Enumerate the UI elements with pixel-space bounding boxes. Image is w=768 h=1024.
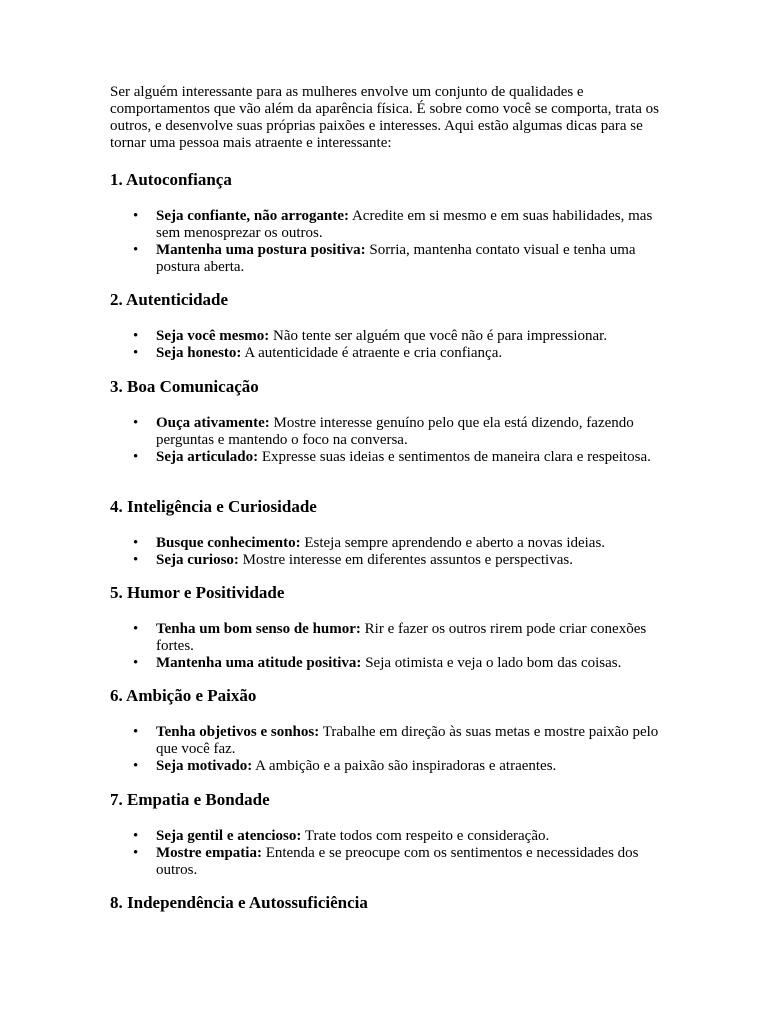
bullet-icon: •	[133, 621, 139, 637]
bullet-icon: •	[133, 208, 139, 224]
item-text: Trabalhe em direção às suas metas e mostre paixão pelo que você faz.	[156, 724, 659, 757]
list-item	[110, 724, 666, 758]
section-heading: 4. Inteligência e Curiosidade	[110, 497, 317, 516]
section-ambicao-paixao	[110, 686, 690, 775]
list-item	[110, 552, 666, 569]
bullet-icon: •	[133, 552, 139, 568]
item-term: Seja motivado:	[156, 758, 253, 774]
bullet-icon: •	[133, 828, 139, 844]
item-text: Sorria, mantenha contato visual e tenha uma postura aberta.	[156, 242, 636, 275]
list-item	[110, 758, 666, 775]
list-item	[110, 242, 666, 276]
section-heading: 3. Boa Comunicação	[110, 377, 259, 396]
item-term: Seja você mesmo:	[156, 328, 270, 344]
section-autoconfianca	[110, 170, 690, 276]
item-term: Ouça ativamente:	[156, 415, 270, 431]
item-text: Acredite em si mesmo e em suas habilidades, mas sem menosprezar os outros.	[156, 208, 653, 241]
list-item	[110, 415, 666, 449]
item-text: A ambição e a paixão são inspiradoras e atraentes.	[252, 758, 557, 774]
bullet-list	[110, 724, 690, 775]
list-item	[110, 328, 666, 345]
item-text: Não tente ser alguém que você não é para impressionar.	[269, 328, 608, 344]
item-term: Seja articulado:	[156, 449, 259, 465]
item-term: Mantenha uma postura positiva:	[156, 242, 366, 258]
item-text: Seja otimista e veja o lado bom das coisas.	[361, 655, 622, 671]
bullet-icon: •	[133, 449, 139, 465]
item-text: Mostre interesse genuíno pelo que ela está dizendo, fazendo perguntas e mantendo o foco na conversa.	[156, 415, 634, 448]
bullet-icon: •	[133, 845, 139, 861]
bullet-icon: •	[133, 415, 139, 431]
item-term: Mantenha uma atitude positiva:	[156, 655, 362, 671]
section-heading: 6. Ambição e Paixão	[110, 686, 257, 705]
bullet-list	[110, 535, 690, 569]
item-text: Rir e fazer os outros rirem pode criar conexões fortes.	[156, 621, 647, 654]
bullet-list	[110, 208, 690, 276]
bullet-icon: •	[133, 655, 139, 671]
item-term: Tenha objetivos e sonhos:	[156, 724, 320, 740]
section-inteligencia-curiosidade	[110, 497, 690, 569]
section-independencia	[110, 893, 690, 913]
item-text: Expresse suas ideias e sentimentos de maneira clara e respeitosa.	[258, 449, 651, 465]
section-heading: 1. Autoconfiança	[110, 170, 232, 189]
section-heading: 8. Independência e Autossuficiência	[110, 893, 368, 912]
list-item	[110, 208, 666, 242]
bullet-icon: •	[133, 242, 139, 258]
bullet-list	[110, 828, 690, 879]
item-term: Busque conhecimento:	[156, 535, 301, 551]
bullet-icon: •	[133, 758, 139, 774]
item-term: Seja confiante, não arrogante:	[156, 208, 350, 224]
bullet-icon: •	[133, 345, 139, 361]
list-item	[110, 535, 666, 552]
item-text: A autenticidade é atraente e cria confiança.	[241, 345, 503, 361]
item-text: Trate todos com respeito e consideração.	[301, 828, 550, 844]
list-item	[110, 449, 666, 466]
bullet-list	[110, 415, 690, 466]
intro-paragraph: Ser alguém interessante para as mulheres envolve um conjunto de qualidades e comportamentos que vão além da aparência física. É sobre como você se comporta, trata os outros, e desenvolve suas próprias paixões e interesses. Aqui estão algumas dicas para se tornar uma pessoa mais atraente e interessante:	[110, 84, 659, 151]
item-text: Mostre interesse em diferentes assuntos e perspectivas.	[238, 552, 573, 568]
bullet-list	[110, 328, 690, 362]
section-heading: 2. Autenticidade	[110, 290, 229, 309]
item-term: Tenha um bom senso de humor:	[156, 621, 361, 637]
section-heading: 7. Empatia e Bondade	[110, 790, 270, 809]
section-empatia-bondade	[110, 790, 690, 879]
item-text: Entenda e se preocupe com os sentimentos e necessidades dos outros.	[156, 845, 639, 878]
section-autenticidade	[110, 290, 690, 362]
item-text: Esteja sempre aprendendo e aberto a novas ideias.	[300, 535, 606, 551]
bullet-list	[110, 621, 690, 672]
section-boa-comunicacao	[110, 377, 690, 466]
list-item	[110, 845, 666, 879]
item-term: Seja gentil e atencioso:	[156, 828, 302, 844]
item-term: Seja honesto:	[156, 345, 242, 361]
bullet-icon: •	[133, 724, 139, 740]
list-item	[110, 828, 666, 845]
list-item	[110, 655, 666, 672]
list-item	[110, 621, 666, 655]
item-term: Seja curioso:	[156, 552, 239, 568]
section-humor-positividade	[110, 583, 690, 672]
item-term: Mostre empatia:	[156, 845, 262, 861]
bullet-icon: •	[133, 328, 139, 344]
list-item	[110, 345, 666, 362]
bullet-icon: •	[133, 535, 139, 551]
section-heading: 5. Humor e Positividade	[110, 583, 285, 602]
